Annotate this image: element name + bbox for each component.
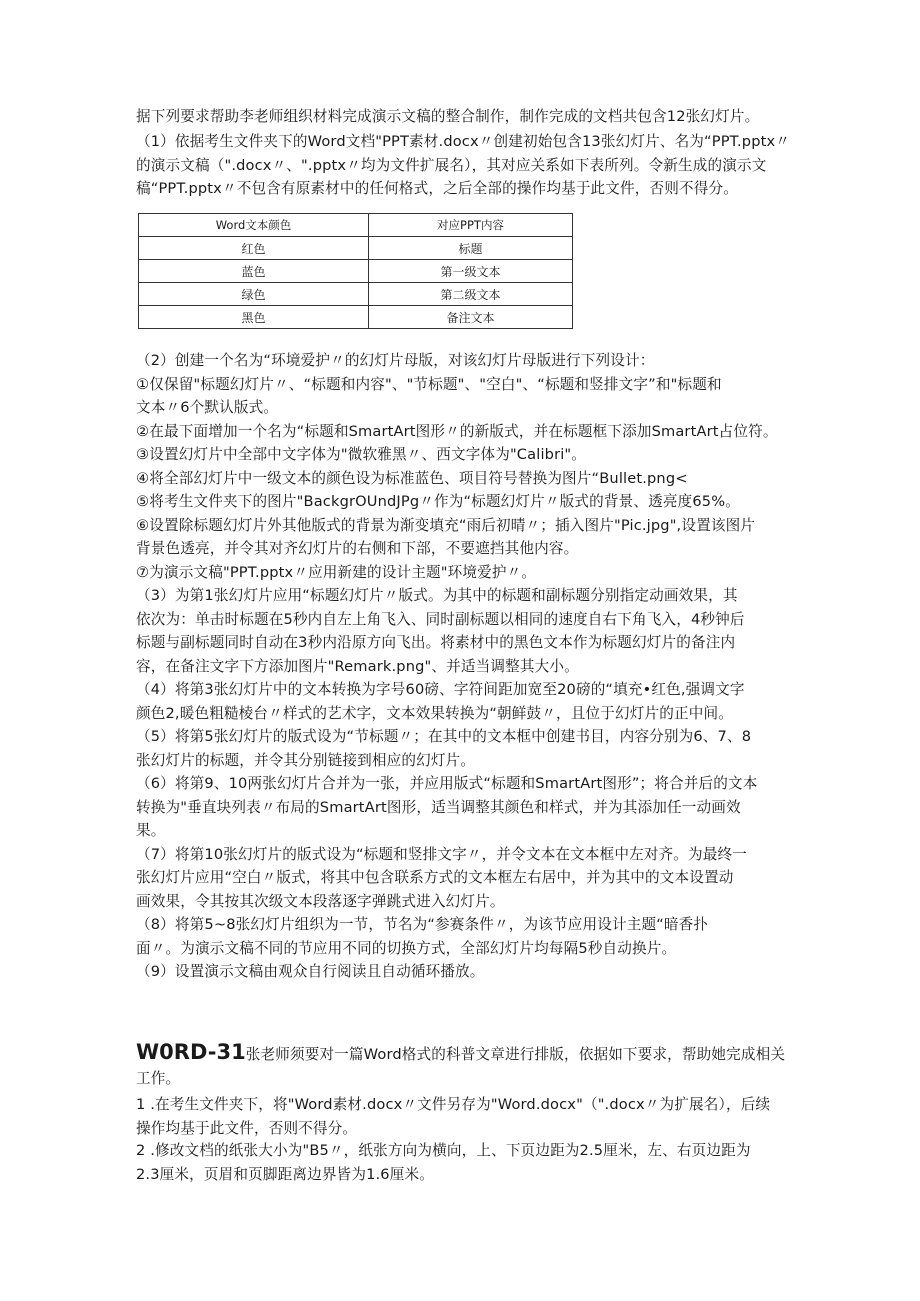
- text-line: 的演示文稿（".docx〃、".pptx〃均为文件扩展名），其对应关系如下表所列。令新生成的演示文: [136, 156, 767, 174]
- text-line: 果。: [136, 822, 166, 839]
- word-item-2: [136, 1139, 786, 1186]
- text-line: ⑦为演示文稿"PPT.pptx〃应用新建的设计主题"环境爱护〃。: [136, 563, 537, 581]
- text-line: ⑤将考生文件夹下的图片"BackgrOUndJPg〃作为“标题幻灯片〃版式的背景、透亮度65%。: [136, 493, 740, 510]
- text-line: ②在最下面增加一个名为“标题和SmartArt图形〃的新版式，并在标题框下添加SmartArt占位符。: [136, 422, 778, 440]
- table-cell: 绿色: [139, 283, 369, 306]
- text-line: ①仅保留"标题幻灯片〃、“标题和内容"、"节标题"、"空白"、“标题和竖排文字”和"标题和: [136, 375, 722, 393]
- text-line: 容，在备注文字下方添加图片"Remark.png"、并适当调整其大小。: [136, 657, 579, 675]
- text-line: 张幻灯片应用“空白〃版式，将其中包含联系方式的文本框左右居中，并为其中的文本设置动: [136, 869, 734, 886]
- text-line: （1）依据考生文件夹下的Word文档"PPT素材.docx〃创建初始包含13张幻灯片、名为“PPT.pptx〃: [136, 133, 791, 150]
- text-line: （8）将第5~8张幻灯片组织为一节，节名为“参赛条件〃，为该节应用设计主题“暗香扑: [136, 916, 709, 933]
- text-line: 颜色2,暖色粗糙棱台〃样式的艺术字，文本效果转换为“朝鲜鼓〃，且位于幻灯片的正中间。: [136, 704, 733, 722]
- table-row: [139, 237, 573, 260]
- word-section-heading: [136, 1041, 786, 1090]
- word-item-1: [136, 1093, 786, 1140]
- text-line: 稿“PPT.pptx〃不包含有原素材中的任何格式，之后全部的操作均基于此文件，否则不得分。: [136, 180, 738, 197]
- text-line: 2.3厘米，页眉和页脚距离边界皆为1.6厘米。: [136, 1165, 434, 1183]
- text-line: [136, 1041, 786, 1067]
- table-row: [139, 260, 573, 283]
- text-line: 画效果，令其按其次级文本段落逐字弹跳式进入幻灯片。: [136, 892, 505, 910]
- steps-2-to-9: [136, 349, 786, 984]
- text-line: （4）将第3张幻灯片中的文本转换为字号60磅、字符间距加宽至20磅的“填充•红色,强调文字: [136, 681, 745, 698]
- word-section-code: W0RD-31: [136, 1040, 246, 1064]
- text-line: 工作。: [136, 1069, 181, 1087]
- text-line: 2 .修改文档的纸张大小为"B5〃，纸张方向为横向，上、下页边距为2.5厘米，左、右页边距为: [136, 1142, 751, 1159]
- text-line: 操作均基于此文件，否则不得分。: [136, 1119, 358, 1137]
- table-cell: 第二级文本: [369, 283, 573, 306]
- table-row: [139, 306, 573, 329]
- text-line: 依次为：单击时标题在5秒内自左上角飞入、同时副标题以相同的速度自右下角飞入，4秒钟后: [136, 610, 745, 628]
- table-cell: 蓝色: [139, 260, 369, 283]
- text-line: ⑥设置除标题幻灯片外其他版式的背景为渐变填充“雨后初晴〃；插入图片"Pic.jpg",设置该图片: [136, 516, 756, 534]
- text-line: （6）将第9、10两张幻灯片合并为一张，并应用版式“标题和SmartArt图形”；将合并后的文本: [136, 775, 758, 792]
- text-line: ④将全部幻灯片中一级文本的颜色设为标准蓝色、项目符号替换为图片“Bullet.png<: [136, 469, 688, 487]
- table-header-row: [139, 214, 573, 237]
- text-line: 张幻灯片的标题，并令其分别链接到相应的幻灯片。: [136, 751, 476, 769]
- word-section-intro: 张老师须要对一篇Word格式的科普文章进行排版，依据如下要求，帮助她完成相关: [245, 1046, 786, 1063]
- text-line: ③设置幻灯片中全部中文字体为"微软雅黑〃、西文字体为"Calibri"。: [136, 446, 587, 463]
- text-line: （5）将第5张幻灯片的版式设为“节标题〃；在其中的文本框中创建书目，内容分别为6、7、8: [136, 728, 752, 745]
- text-line: （2）创建一个名为“环境爱护〃的幻灯片母版，对该幻灯片母版进行下列设计：: [136, 352, 655, 369]
- table-header-cell: 对应PPT内容: [369, 214, 573, 237]
- text-line: 标题与副标题同时自动在3秒内沿原方向飞出。将素材中的黑色文本作为标题幻灯片的备注内: [136, 634, 736, 651]
- table-cell: 第一级文本: [369, 260, 573, 283]
- text-line: 1 .在考生文件夹下，将"Word素材.docx〃文件另存为"Word.docx"（".docx〃为扩展名），后续: [136, 1096, 771, 1113]
- table-row: [139, 283, 573, 306]
- text-line: （9）设置演示文稿由观众自行阅读且自动循环播放。: [136, 963, 485, 980]
- intro-paragraph: 据下列要求帮助李老师组织材料完成演示文稿的整合制作，制作完成的文档共包含12张幻灯片。: [136, 108, 760, 125]
- table-cell: 黑色: [139, 306, 369, 329]
- table-cell: 备注文本: [369, 306, 573, 329]
- step-1-paragraph: [136, 130, 791, 201]
- table-cell: 标题: [369, 237, 573, 260]
- table-header-cell: Word文本颜色: [139, 214, 369, 237]
- text-line: 文本〃6个默认版式。: [136, 399, 279, 416]
- text-line: 面〃。为演示文稿不同的节应用不同的切换方式，全部幻灯片均每隔5秒自动换片。: [136, 939, 677, 957]
- color-mapping-table: [138, 213, 573, 329]
- text-line: 背景色透亮，并令其对齐幻灯片的右侧和下部，不要遮挡其他内容。: [136, 540, 579, 557]
- text-line: （3）为第1张幻灯片应用“标题幻灯片〃版式。为其中的标题和副标题分别指定动画效果，其: [136, 587, 738, 604]
- table-cell: 红色: [139, 237, 369, 260]
- text-line: 转换为"垂直块列表〃布局的SmartArt图形，适当调整其颜色和样式，并为其添加任一动画效: [136, 798, 741, 816]
- text-line: （7）将第10张幻灯片的版式设为“标题和竖排文字〃，并令文本在文本框中左对齐。为最终一: [136, 845, 748, 863]
